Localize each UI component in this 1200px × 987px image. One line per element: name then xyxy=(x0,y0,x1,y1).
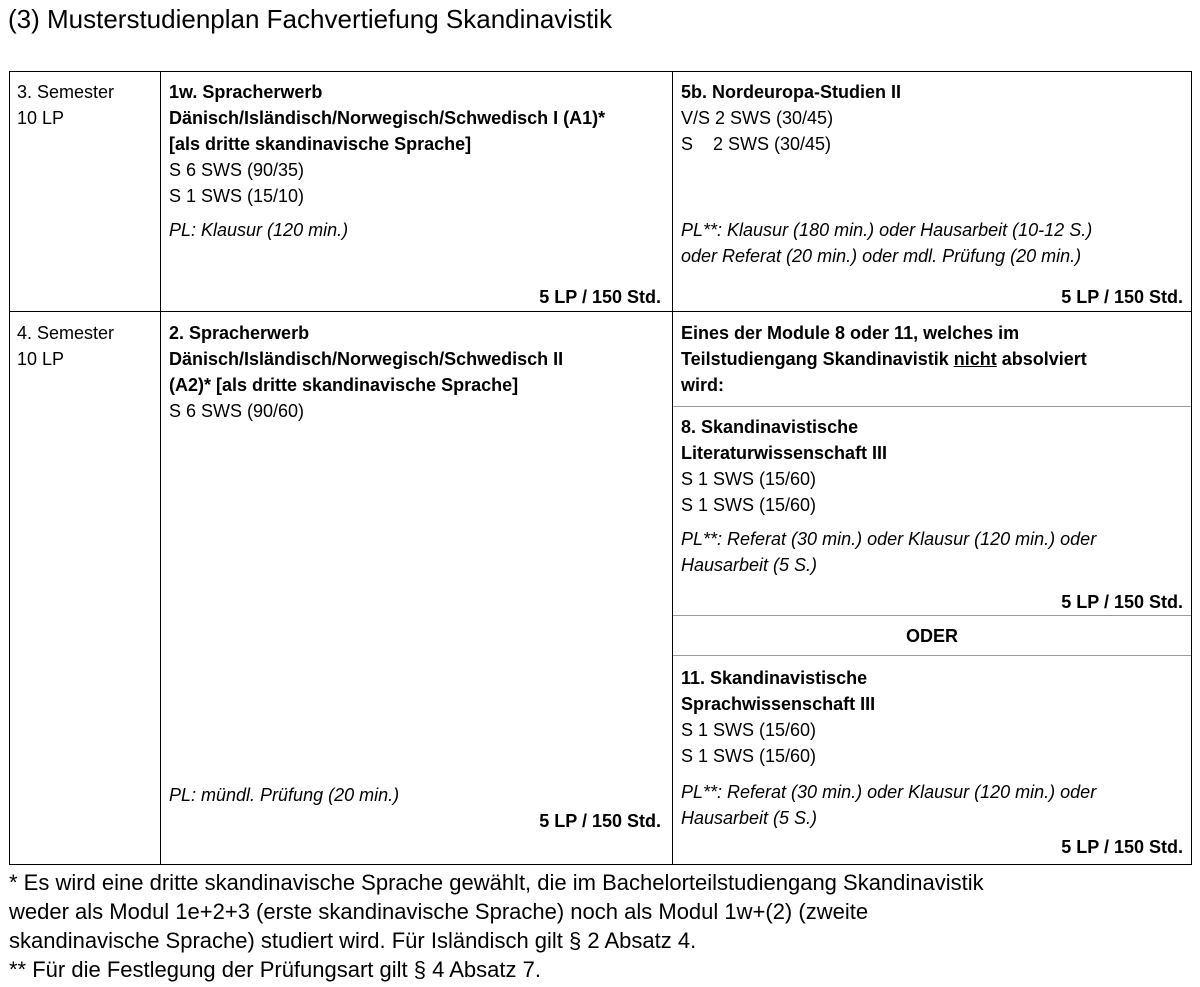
module-choice-intro xyxy=(681,320,1191,398)
exam-line: Hausarbeit (5 S.) xyxy=(681,808,818,828)
footnote-2: ** Für die Festlegung der Prüfungsart gilt § 4 Absatz 7. xyxy=(9,957,541,982)
module-heading: Dänisch/Isländisch/Norwegisch/Schwedisch I (A1)* xyxy=(169,108,606,128)
module-heading: 8. Skandinavistische xyxy=(681,417,859,437)
credit-points: 5 LP / 150 Std. xyxy=(539,811,661,831)
exam-line: PL**: Referat (30 min.) oder Klausur (120 min.) oder xyxy=(681,782,1097,802)
course-line: S 2 SWS (30/45) xyxy=(681,134,832,154)
course-line: S 1 SWS (15/60) xyxy=(681,495,817,515)
module-heading: (A2)* [als dritte skandinavische Sprache] xyxy=(169,375,519,395)
choice-intro-text: Teilstudiengang Skandinavistik xyxy=(681,349,954,369)
course-line: S 1 SWS (15/60) xyxy=(681,720,817,740)
module-11-cell xyxy=(681,665,1191,858)
study-plan-table xyxy=(9,71,1192,865)
module-heading: 11. Skandinavistische xyxy=(681,668,868,688)
sub-divider-option1 xyxy=(673,615,1191,616)
footnote-1: * Es wird eine dritte skandinavische Sprache gewählt, die im Bachelorteilstudiengang Skandinavistik xyxy=(9,870,984,895)
module-heading: Literaturwissenschaft III xyxy=(681,443,888,463)
choice-intro-text: absolviert xyxy=(996,349,1087,369)
credit-points: 5 LP / 150 Std. xyxy=(1061,592,1183,612)
course-line: S 6 SWS (90/60) xyxy=(169,401,305,421)
course-line: S 1 SWS (15/10) xyxy=(169,186,305,206)
footnote-1: weder als Modul 1e+2+3 (erste skandinavische Sprache) noch als Modul 1w+(2) (zweite xyxy=(9,899,869,924)
choice-intro-line xyxy=(681,346,1191,372)
module-heading: Sprachwissenschaft III xyxy=(681,694,876,714)
oder-separator: ODER xyxy=(905,626,958,646)
column-divider-1 xyxy=(160,72,161,864)
course-line: S 6 SWS (90/35) xyxy=(169,160,305,180)
course-line: S 1 SWS (15/60) xyxy=(681,469,817,489)
module-5b-cell xyxy=(681,79,1191,307)
footnotes xyxy=(9,868,984,984)
choice-intro-line: wird: xyxy=(681,375,724,395)
choice-intro-line: Eines der Module 8 oder 11, welches im xyxy=(681,323,1020,343)
semester-lp: 10 LP xyxy=(17,349,65,369)
exam-line: PL: Klausur (120 min.) xyxy=(169,220,349,240)
semester-cell-3 xyxy=(17,79,114,131)
sub-divider-intro xyxy=(673,406,1191,407)
semester-cell-4 xyxy=(17,320,114,372)
exam-line: PL**: Klausur (180 min.) oder Hausarbeit (10-12 S.) xyxy=(681,220,1093,240)
exam-line: PL: mündl. Prüfung (20 min.) xyxy=(169,785,400,805)
footnote-1: skandinavische Sprache) studiert wird. Für Isländisch gilt § 2 Absatz 4. xyxy=(9,928,697,953)
module-heading: [als dritte skandinavische Sprache] xyxy=(169,134,472,154)
row-divider xyxy=(10,311,1191,312)
semester-label: 3. Semester xyxy=(17,82,115,102)
module-8-cell xyxy=(681,414,1191,611)
module-heading: 2. Spracherwerb xyxy=(169,323,310,343)
module-heading: Dänisch/Isländisch/Norwegisch/Schwedisch II xyxy=(169,349,564,369)
emphasis-nicht: nicht xyxy=(953,349,997,369)
exam-line: Hausarbeit (5 S.) xyxy=(681,555,818,575)
sub-divider-oder xyxy=(673,655,1191,656)
credit-points: 5 LP / 150 Std. xyxy=(1061,287,1183,307)
column-divider-2 xyxy=(672,72,673,864)
module-2-cell xyxy=(169,320,669,858)
exam-line: oder Referat (20 min.) oder mdl. Prüfung (20 min.) xyxy=(681,246,1082,266)
semester-label: 4. Semester xyxy=(17,323,115,343)
exam-line: PL**: Referat (30 min.) oder Klausur (120 min.) oder xyxy=(681,529,1097,549)
credit-points: 5 LP / 150 Std. xyxy=(1061,837,1183,857)
module-heading: 5b. Nordeuropa-Studien II xyxy=(681,82,902,102)
page-title: (3) Musterstudienplan Fachvertiefung Skandinavistik xyxy=(8,4,613,34)
credit-points: 5 LP / 150 Std. xyxy=(539,287,661,307)
course-line: S 1 SWS (15/60) xyxy=(681,746,817,766)
module-heading: 1w. Spracherwerb xyxy=(169,82,323,102)
module-1w-cell xyxy=(169,79,669,307)
semester-lp: 10 LP xyxy=(17,108,65,128)
course-line: V/S 2 SWS (30/45) xyxy=(681,108,834,128)
